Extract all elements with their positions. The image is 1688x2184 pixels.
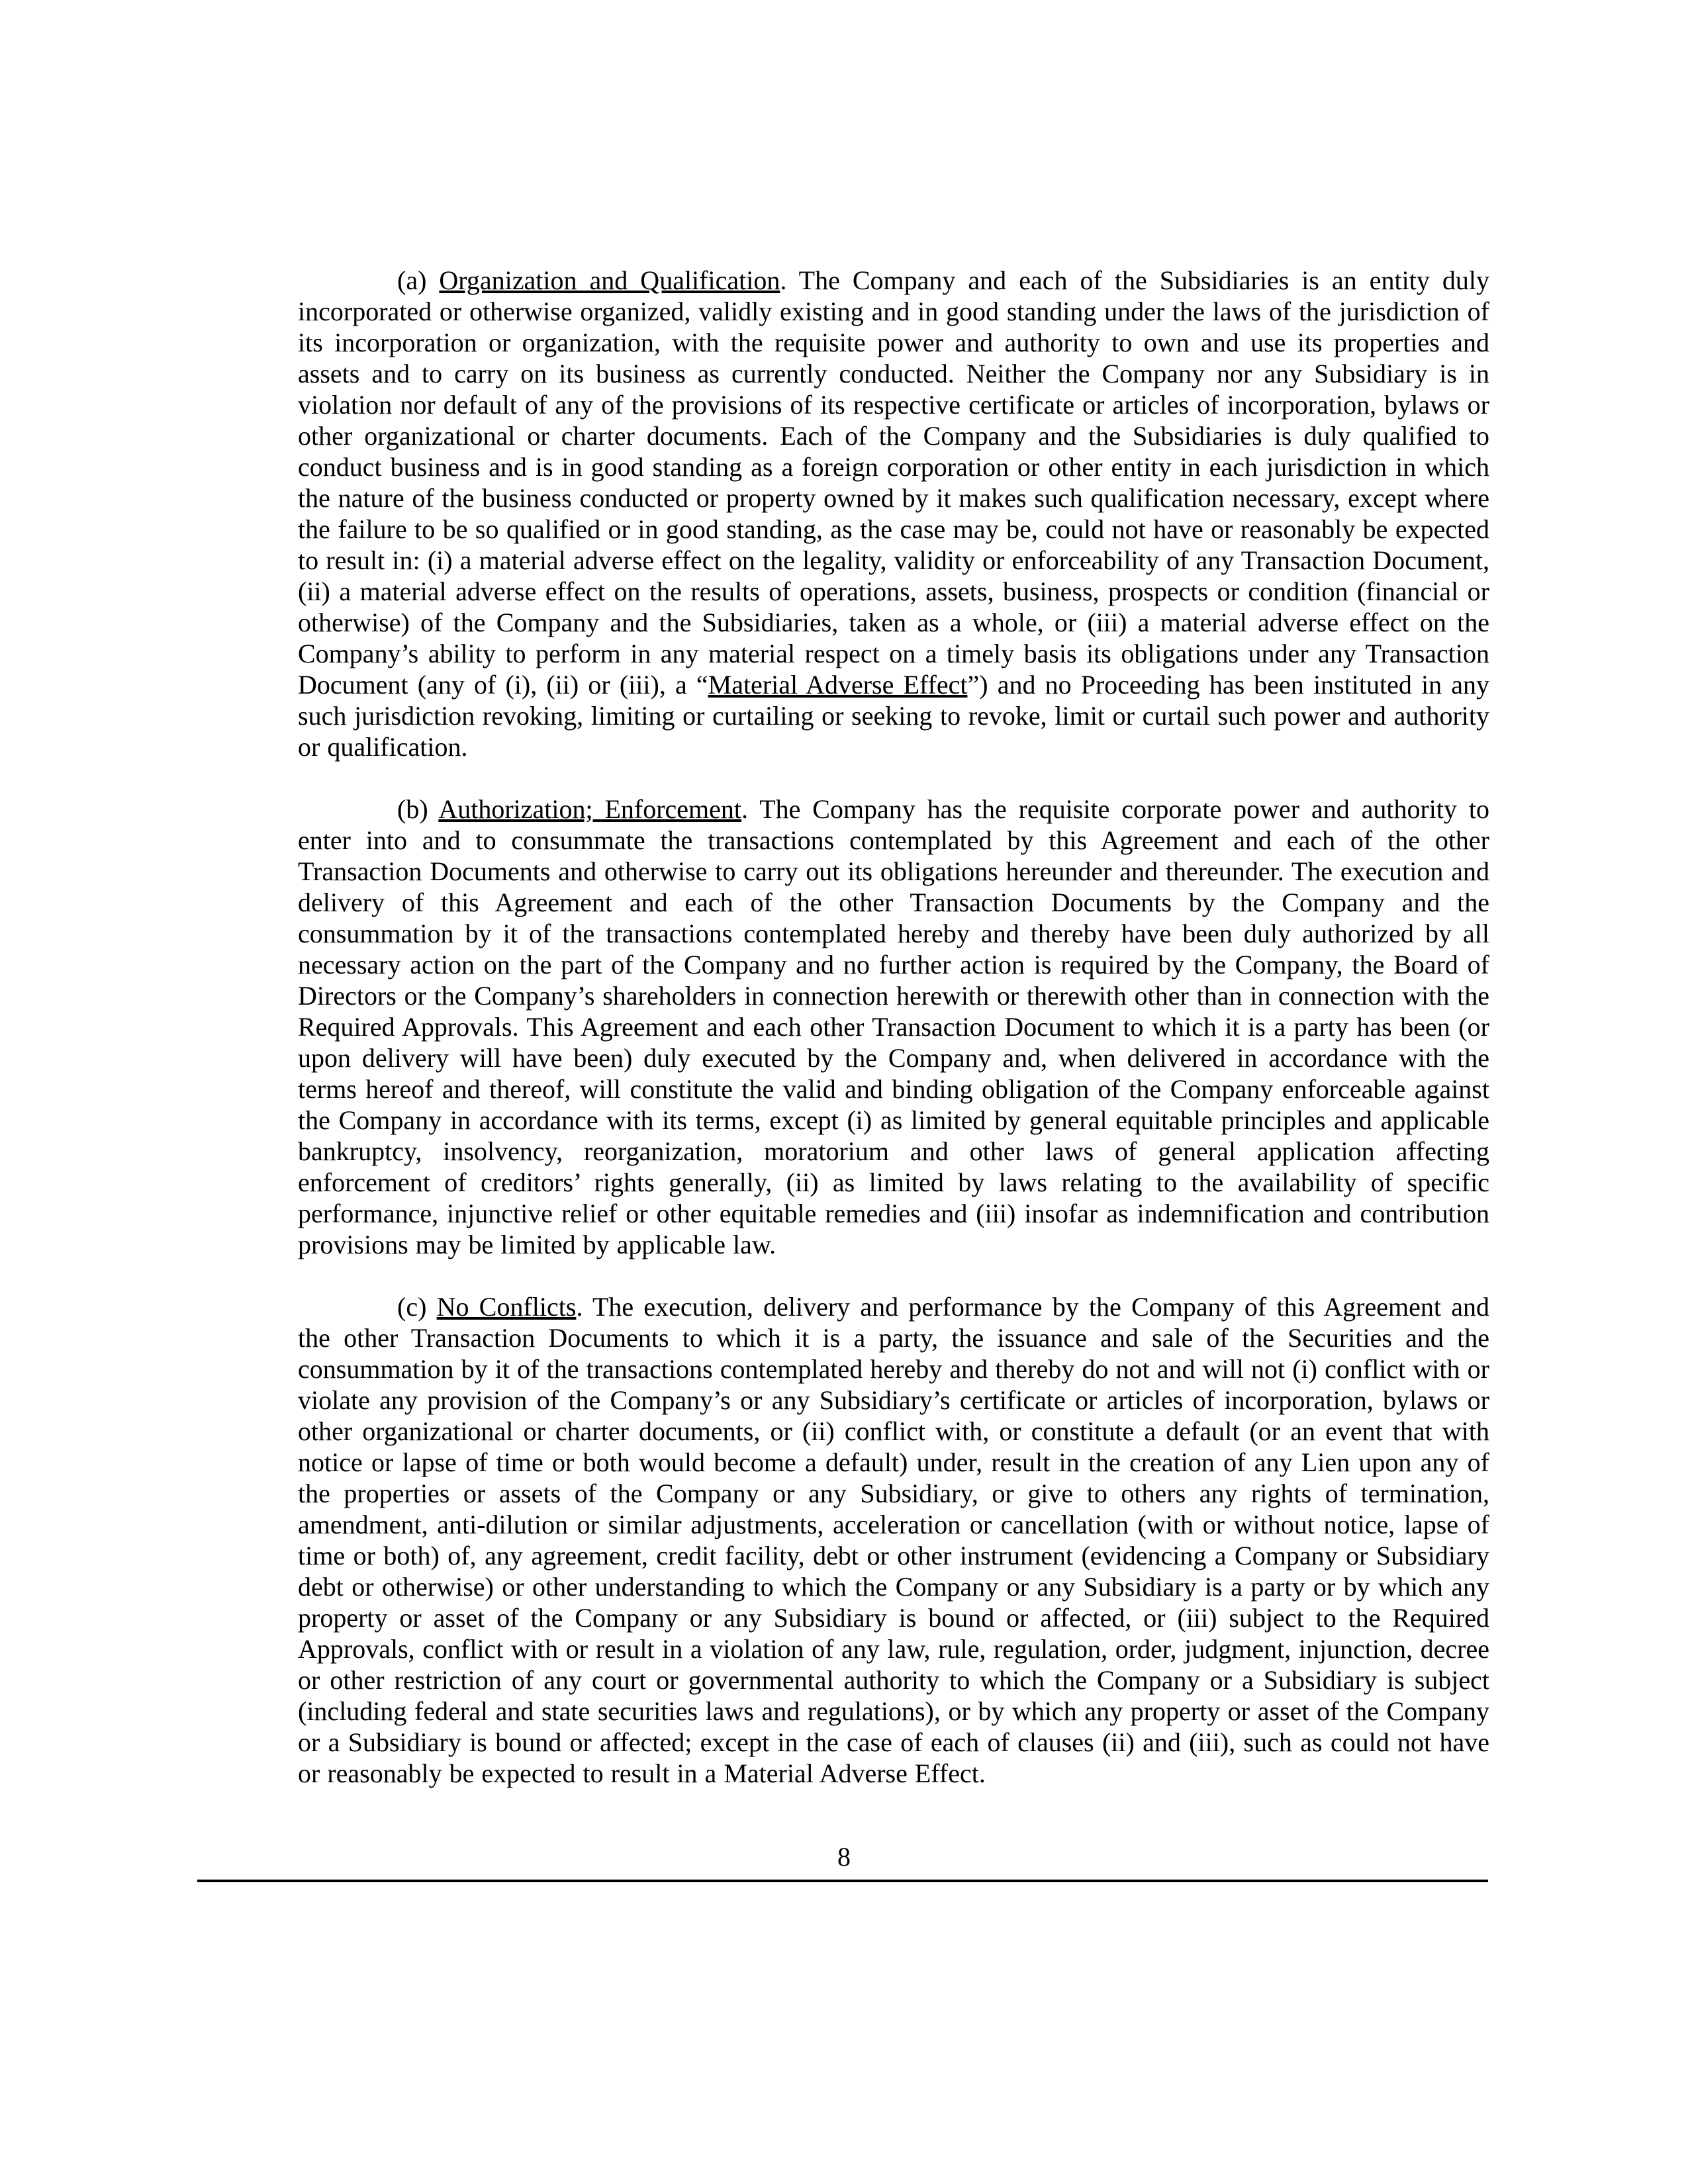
underlined-term: No Conflicts — [436, 1292, 577, 1322]
text-run: (c) — [397, 1292, 437, 1322]
underlined-term: Organization and Qualification — [439, 265, 780, 295]
text-run: (a) — [397, 265, 440, 295]
text-run: . The Company and each of the Subsidiaries is an entity duly incorporated or otherwise organized, validly existing and in good standing under the laws of the jurisdiction of its incorporation or organization, with the requisite power and authority to own and use its properties and assets and to carry on its business as currently conducted. Neither the Company nor any Subsidiary is in violation nor default of any of the provisions of its respective certificate or articles of incorporation, bylaws or other organizational or charter documents. Each of the Company and the Subsidiaries is duly qualified to conduct business and is in good standing as a foreign corporation or other entity in each jurisdiction in which the nature of the business conducted or property owned by it makes such qualification necessary, except where the failure to be so qualified or in good standing, as the case may be, could not have or reasonably be expected to result in: (i) a material adverse effect on the legality, validity or enforceability of any Transaction Document, (ii) a material adverse effect on the results of operations, assets, business, prospects or condition (financial or otherwise) of the Company and the Subsidiaries, taken as a whole, or (iii) a material adverse effect on the Company’s ability to perform in any material respect on a timely basis its obligations under any Transaction Document (any of (i), (ii) or (iii), a “ — [298, 265, 1489, 700]
underlined-term: Material Adverse Effect — [708, 670, 968, 700]
paragraph-no-conflicts — [298, 1291, 1489, 1789]
page-number: 8 — [837, 1842, 851, 1872]
text-run: . The Company has the requisite corporate power and authority to enter into and to consummate the transactions contemplated by this Agreement and each of the other Transaction Documents and otherwise to carry out its obligations hereunder and thereunder. The execution and delivery of this Agreement and each of the other Transaction Documents by the Company and the consummation by it of the transactions contemplated hereby and thereby have been duly authorized by all necessary action on the part of the Company and no further action is required by the Company, the Board of Directors or the Company’s shareholders in connection herewith or therewith other than in connection with the Required Approvals. This Agreement and each other Transaction Document to which it is a party has been (or upon delivery will have been) duly executed by the Company and, when delivered in accordance with the terms hereof and thereof, will constitute the valid and binding obligation of the Company enforceable against the Company in accordance with its terms, except (i) as limited by general equitable principles and applicable bankruptcy, insolvency, reorganization, moratorium and other laws of general application affecting enforcement of creditors’ rights generally, (ii) as limited by laws relating to the availability of specific performance, injunctive relief or other equitable remedies and (iii) insofar as indemnification and contribution provisions may be limited by applicable law. — [298, 794, 1490, 1259]
text-run: (b) — [397, 794, 439, 824]
underlined-term: Authorization; Enforcement — [438, 794, 742, 824]
paragraph-authorization-enforcement — [298, 794, 1489, 1260]
footer-divider — [197, 1880, 1488, 1882]
text-run: . The execution, delivery and performance by the Company of this Agreement and the other Transaction Documents to which it is a party, the issuance and sale of the Securities and the consummation by it of the transactions contemplated hereby and thereby do not and will not (i) conflict with or violate any provision of the Company’s or any Subsidiary’s certificate or articles of incorporation, bylaws or other organizational or charter documents, or (ii) conflict with, or constitute a default (or an event that with notice or lapse of time or both would become a default) under, result in the creation of any Lien upon any of the properties or assets of the Company or any Subsidiary, or give to others any rights of termination, amendment, anti-dilution or similar adjustments, acceleration or cancellation (with or without notice, lapse of time or both) of, any agreement, credit facility, debt or other instrument (evidencing a Company or Subsidiary debt or otherwise) or other understanding to which the Company or any Subsidiary is a party or by which any property or asset of the Company or any Subsidiary is bound or affected, or (iii) subject to the Required Approvals, conflict with or result in a violation of any law, rule, regulation, order, judgment, injunction, decree or other restriction of any court or governmental authority to which the Company or a Subsidiary is subject (including federal and state securities laws and regulations), or by which any property or asset of the Company or a Subsidiary is bound or affected; except in the case of each of clauses (ii) and (iii), such as could not have or reasonably be expected to result in a Material Adverse Effect. — [298, 1292, 1489, 1788]
paragraph-organization-and-qualification — [298, 265, 1489, 762]
document-content — [298, 265, 1489, 1820]
text-run: ”) and no Proceeding has been instituted in any such jurisdiction revoking, limiting or curtailing or seeking to revoke, limit or curtail such power and authority or qualification. — [298, 670, 1489, 762]
